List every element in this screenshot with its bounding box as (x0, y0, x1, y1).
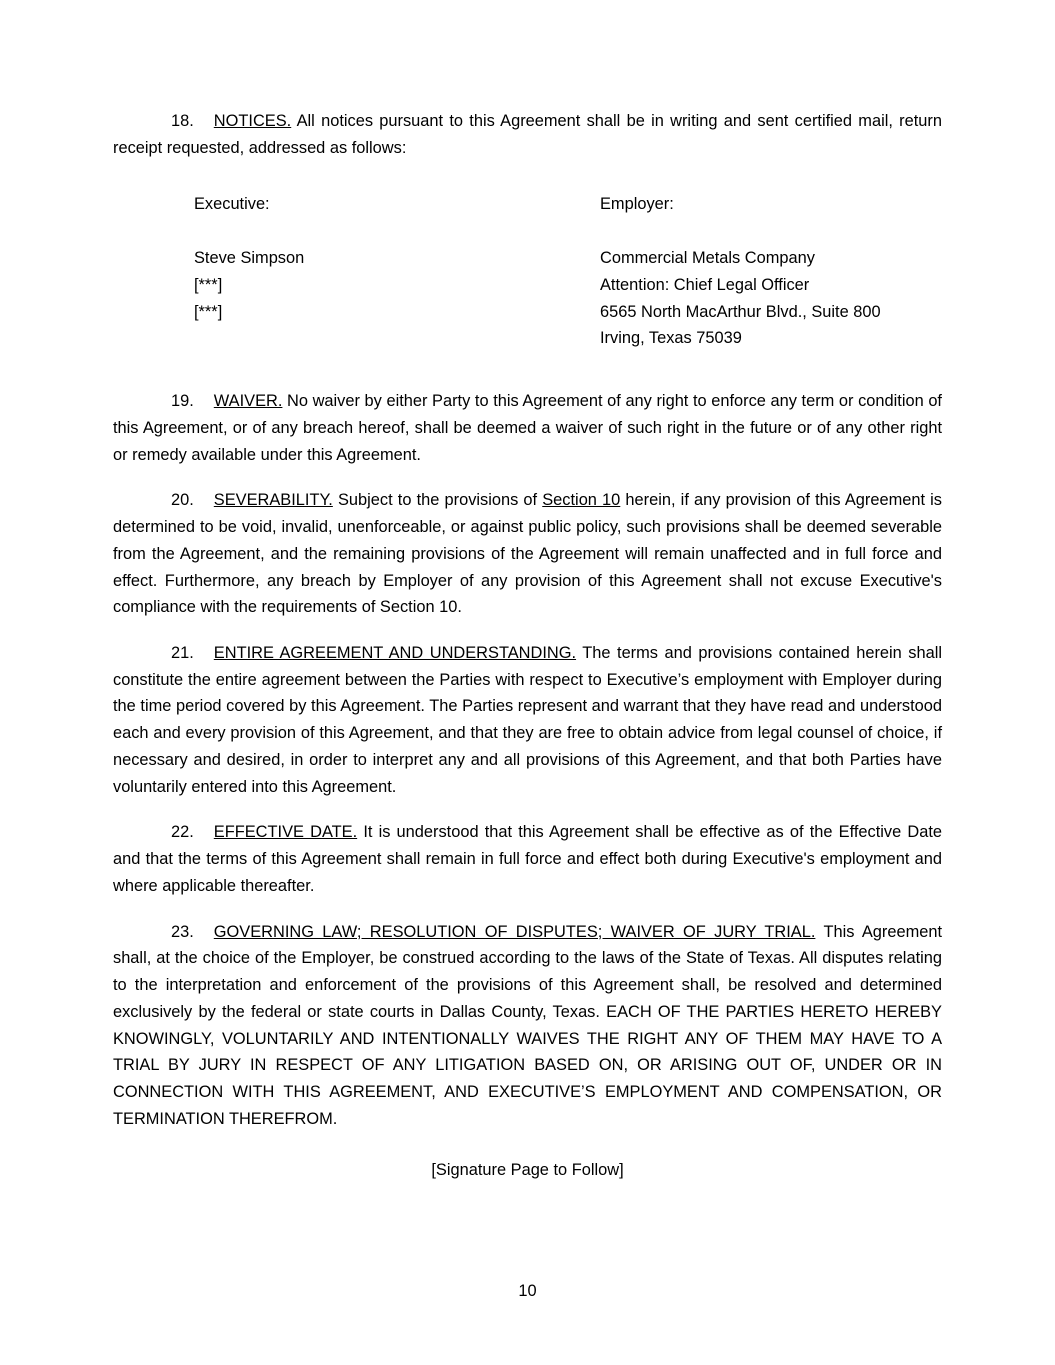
section-21 (113, 640, 942, 800)
notice-address-headers (194, 191, 942, 218)
section-22-heading: EFFECTIVE DATE. (213, 823, 358, 842)
notice-address-body (194, 245, 942, 352)
section-21-heading: ENTIRE AGREEMENT AND UNDERSTANDING. (213, 644, 577, 663)
section-22-number: 22. (171, 823, 194, 842)
section-23 (113, 919, 942, 1133)
employer-address-line: Attention: Chief Legal Officer (600, 275, 810, 294)
executive-label: Executive: (194, 195, 270, 214)
executive-address-line: Steve Simpson (194, 249, 305, 268)
section-19-number: 19. (171, 392, 194, 411)
section-20-heading: SEVERABILITY. (213, 491, 333, 510)
employer-address-line: Irving, Texas 75039 (600, 329, 742, 348)
section-21-text: The terms and provisions contained herein shall constitute the entire agreement between the Parties with respect to Executive’s employment with Employer during the time period covered by this Agreement. The Parties represent and warrant that they have read and understood each and every provision of this Agreement, and that they are free to obtain advice from legal counsel of choice, if necessary and desired, in order to interpret any and all provisions of this Agreement, and that both Parties have voluntarily entered into this Agreement. (113, 644, 943, 796)
section-22-text: It is understood that this Agreement shall be effective as of the Effective Date and that the terms of this Agreement shall remain in full force and effect both during Executive's employment and where applicable thereafter. (113, 823, 942, 895)
notice-addresses (113, 191, 942, 352)
section-18-number: 18. (171, 112, 194, 130)
section-21-number: 21. (171, 644, 194, 663)
section-20-text-after-ref: herein, if any provision of this Agreement is determined to be void, invalid, unenforceable, or against public policy, such provisions shall be deemed severable from the Agreement, and the remaining provisions of the Agreement will remain unaffected and in full force and effect. Furthermore, any breach by Employer of any provision of this Agreement shall not excuse Executive's compliance with the requirements of Section 10. (113, 491, 942, 617)
section-19 (113, 388, 942, 468)
section-20 (113, 487, 942, 621)
section-23-number: 23. (171, 922, 194, 941)
section-10-cross-reference[interactable]: Section 10 (542, 491, 621, 510)
section-18 (113, 108, 942, 161)
employer-address (600, 245, 942, 352)
section-23-heading: GOVERNING LAW; RESOLUTION OF DISPUTES; WAIVER OF JURY TRIAL. (213, 922, 816, 941)
page-number: 10 (518, 1282, 537, 1300)
section-19-text: No waiver by either Party to this Agreement of any right to enforce any term or condition of this Agreement, or of any breach hereof, shall be deemed a waiver of such right in the future or of any other right or remedy available under this Agreement. (113, 392, 942, 464)
employer-address-line: 6565 North MacArthur Blvd., Suite 800 (600, 302, 881, 321)
signature-page-note: [Signature Page to Follow] (431, 1160, 624, 1179)
executive-address-line: [***] (194, 275, 223, 294)
address-spacer (113, 352, 942, 388)
executive-address (194, 245, 600, 352)
section-23-text: This Agreement shall, at the choice of the Employer, be construed according to the laws of the State of Texas. All disputes relating to the interpretation and enforcement of the provisions of this Agreement shall, be resolved and determined exclusively by the federal or state courts in Dallas County, Texas. EACH OF THE PARTIES HERETO HEREBY KNOWINGLY, VOLUNTARILY AND INTENTIONALLY WAIVES THE RIGHT ANY OF THEM MAY HAVE TO A TRIAL BY JURY IN RESPECT OF ANY LITIGATION BASED ON, OR ARISING OUT OF, UNDER OR IN CONNECTION WITH THIS AGREEMENT, AND EXECUTIVE’S EMPLOYMENT AND COMPENSATION, OR TERMINATION THEREFROM. (113, 922, 943, 1128)
employer-address-line: Commercial Metals Company (600, 249, 815, 268)
section-20-number: 20. (171, 491, 194, 510)
section-18-text: All notices pursuant to this Agreement shall be in writing and sent certified mail, return receipt requested, addressed as follows: (113, 112, 942, 157)
employer-label: Employer: (600, 195, 674, 214)
section-20-text-before-ref: Subject to the provisions of (337, 491, 543, 510)
section-18-heading: NOTICES. (213, 112, 292, 130)
executive-address-line: [***] (194, 302, 223, 321)
section-22 (113, 819, 942, 899)
section-19-heading: WAIVER. (213, 392, 283, 411)
